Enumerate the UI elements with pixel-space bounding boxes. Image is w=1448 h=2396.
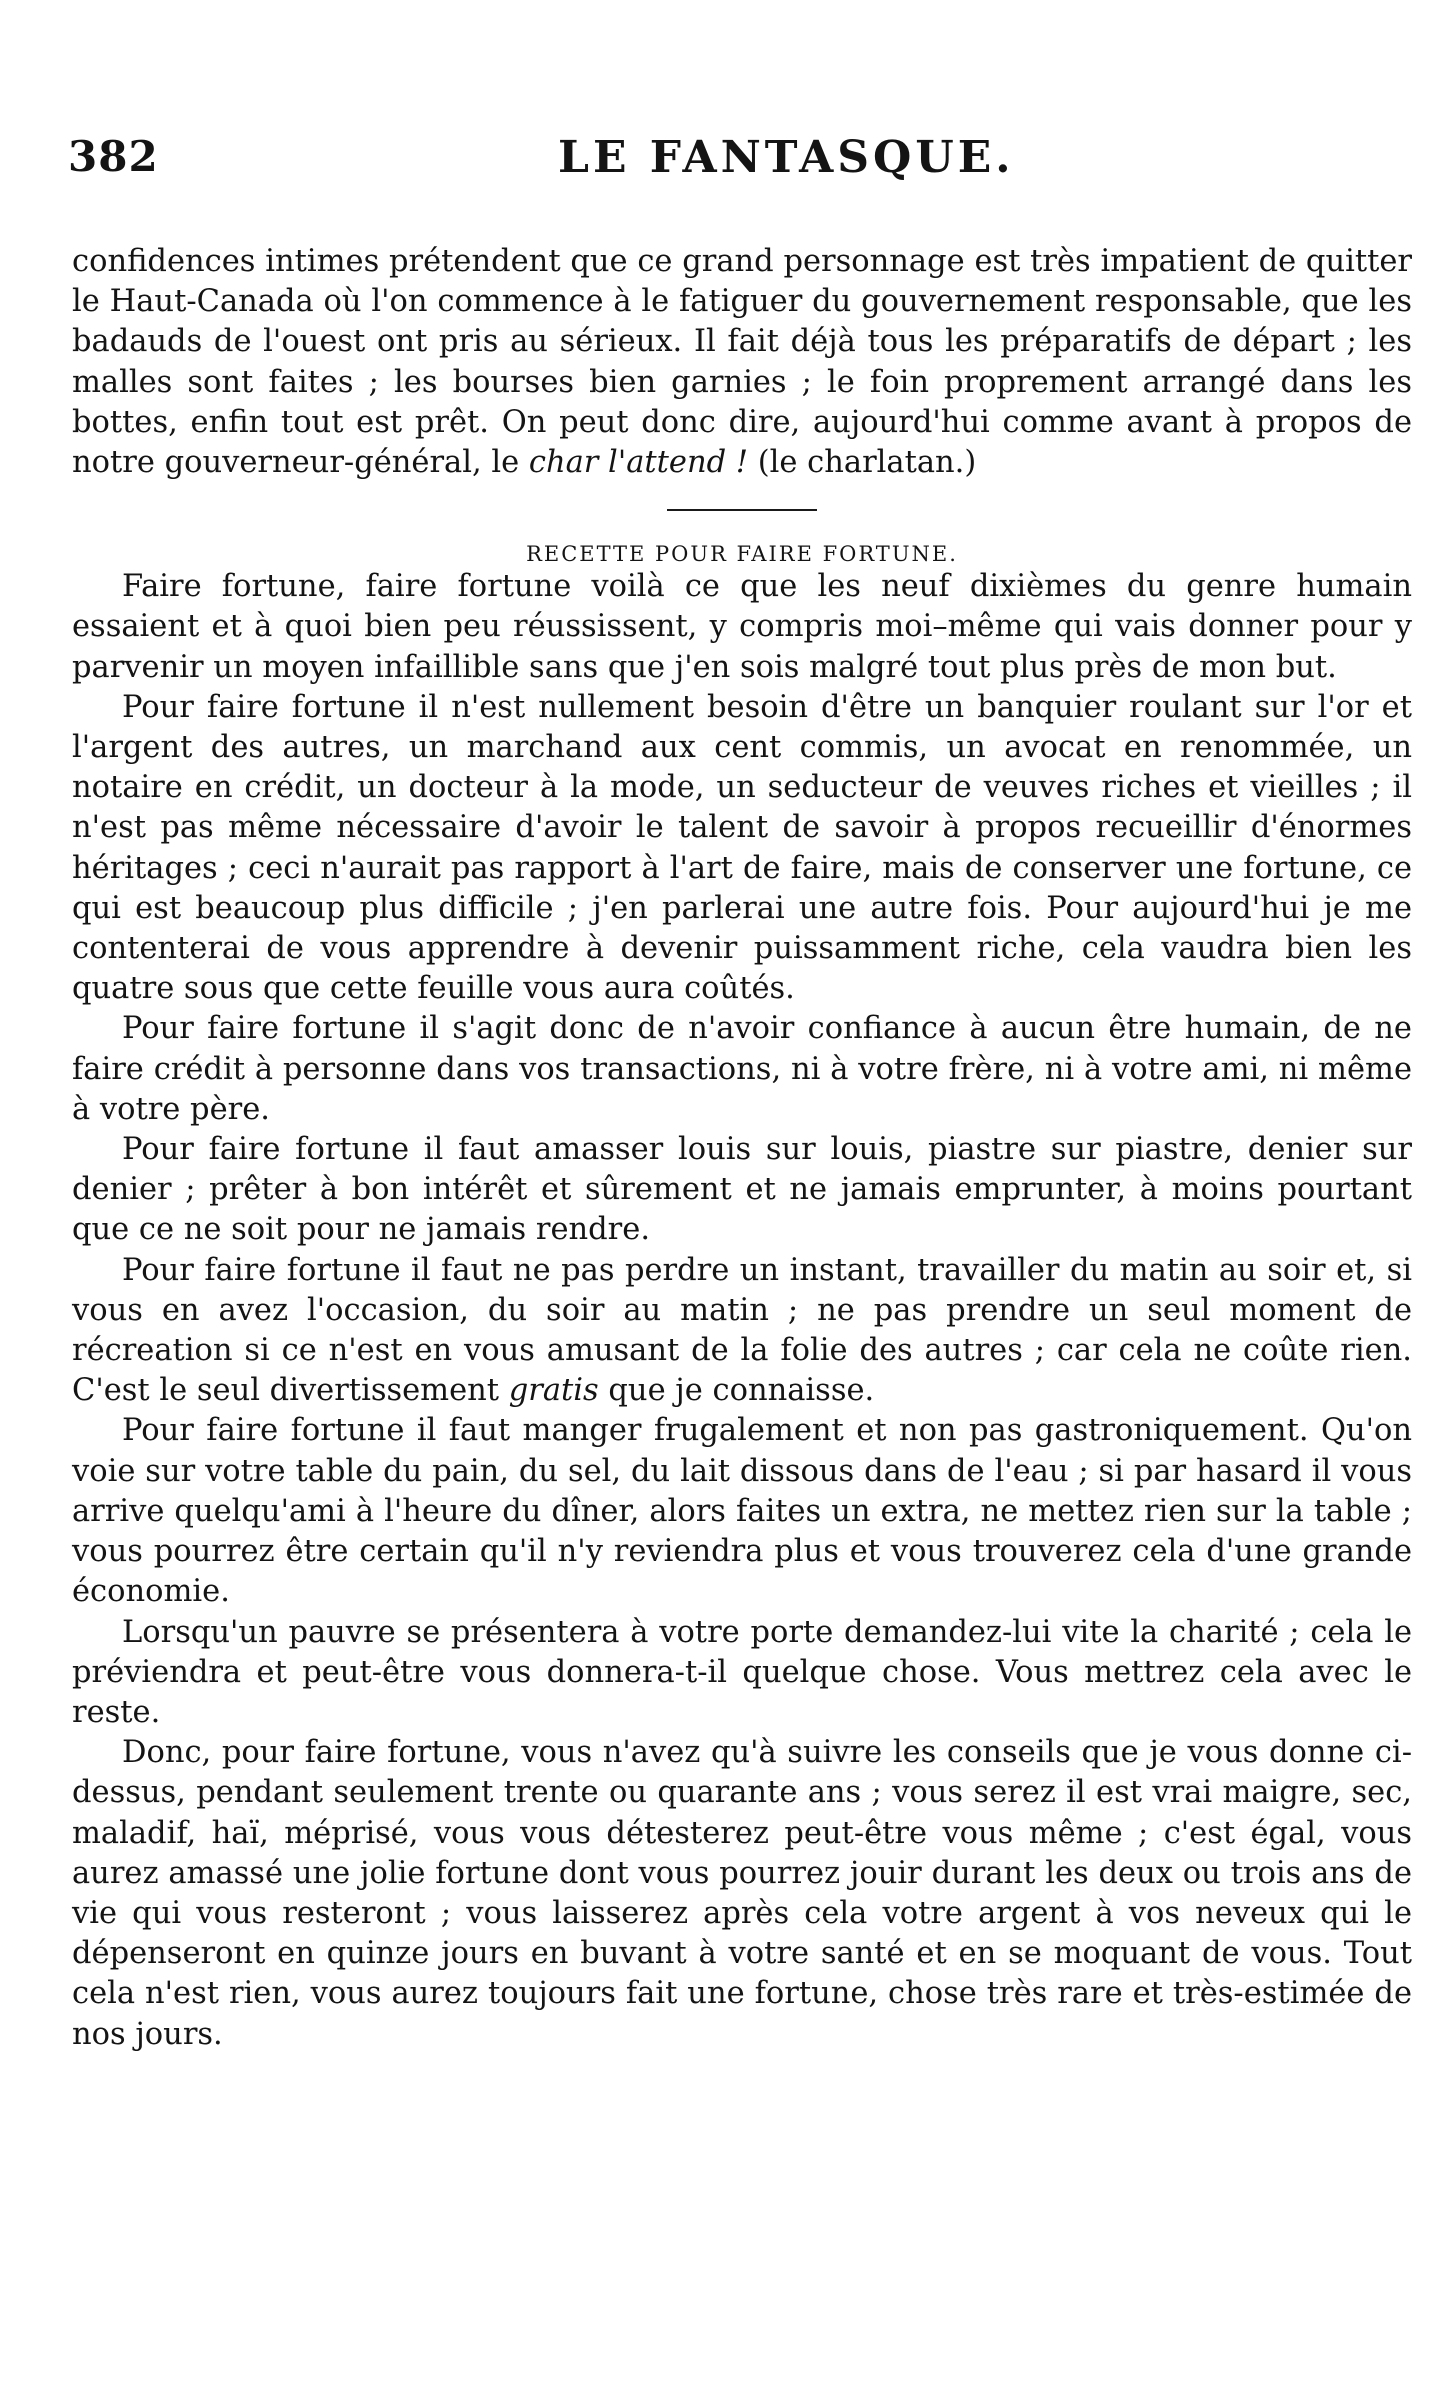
section-divider bbox=[667, 509, 817, 511]
opening-italic-phrase: char l'attend ! bbox=[528, 445, 749, 481]
paragraph: Lorsqu'un pauvre se présentera à votre porte demandez-lui vite la charité ; cela le préviendra et peut-être vous donnera-t-il quelque chose. Vous mettrez cela avec le reste. bbox=[72, 1614, 1412, 1730]
paragraph: Pour faire fortune il faut manger frugalement et non pas gastroniquement. Qu'on voie sur votre table du pain, du sel, du lait dissous dans de l'eau ; si par hasard il vous arrive quelqu'ami à l'heure du dîner, alors faites un extra, ne mettez rien sur la table ; vous pourrez être certain qu'il n'y reviendra plus et vous trouverez cela d'une grande économie. bbox=[72, 1413, 1412, 1610]
opening-paragraph bbox=[72, 242, 1412, 483]
paragraph: Pour faire fortune il faut amasser louis sur louis, piastre sur piastre, denier sur denier ; prêter à bon intérêt et sûrement et ne jamais emprunter, à moins pourtant que ce ne soit pour ne jamais rendre. bbox=[72, 1132, 1412, 1248]
paragraph-text: Pour faire fortune il faut ne pas perdre un instant, travailler du matin au soir et, si vous en avez l'occasion, du soir au matin ; ne pas prendre un seul moment de récreation si ce n'est en vous amusant de la folie des autres ; car cela ne coûte rien. C'est le seul divertissement bbox=[72, 1252, 1412, 1409]
paragraph: Donc, pour faire fortune, vous n'avez qu'à suivre les conseils que je vous donne ci-dessus, pendant seulement trente ou quarante ans ; vous serez il est vrai maigre, sec, maladif, haï, méprisé, vous vous détesterez peut-être vous même ; c'est égal, vous aurez amassé une jolie fortune dont vous pourrez jouir durant les deux ou trois ans de vie qui vous resteront ; vous laisserez après cela votre argent à vos neveux qui le dépenseront en quinze jours en buvant à votre santé et en se moquant de vous. Tout cela n'est rien, vous aurez toujours fait une fortune, chose très rare et très-estimée de nos jours. bbox=[72, 1735, 1412, 2052]
opening-text-end: (le charlatan.) bbox=[748, 445, 977, 481]
italic-word: gratis bbox=[508, 1373, 599, 1409]
paragraph-gratis bbox=[72, 1251, 1412, 1412]
article-body bbox=[72, 242, 1412, 2055]
running-title: LE FANTASQUE. bbox=[558, 132, 1015, 183]
paragraph: Pour faire fortune il s'agit donc de n'avoir confiance à aucun être humain, de ne faire crédit à personne dans vos transactions, ni à votre frère, ni à votre ami, ni même à votre père. bbox=[72, 1011, 1412, 1127]
section-heading: RECETTE POUR FAIRE FORTUNE. bbox=[526, 542, 958, 567]
page-number: 382 bbox=[68, 132, 159, 181]
paragraph-text-end: que je connaisse. bbox=[598, 1373, 875, 1409]
paragraph: Pour faire fortune il n'est nullement besoin d'être un banquier roulant sur l'or et l'argent des autres, un marchand aux cent commis, un avocat en renommée, un notaire en crédit, un docteur à la mode, un seducteur de veuves riches et vieilles ; il n'est pas même nécessaire d'avoir le talent de savoir à propos recueillir d'énormes héritages ; ceci n'aurait pas rapport à l'art de faire, mais de conserver une fortune, ce qui est beaucoup plus difficile ; j'en parlerai une autre fois. Pour aujourd'hui je me contenterai de vous apprendre à devenir puissamment riche, cela vaudra bien les quatre sous que cette feuille vous aura coûtés. bbox=[72, 689, 1412, 1007]
paragraph: Faire fortune, faire fortune voilà ce que les neuf dixièmes du genre humain essaient et à quoi bien peu réussissent, y compris moi–même qui vais donner pour y parvenir un moyen infaillible sans que j'en sois malgré tout plus près de mon but. bbox=[72, 569, 1412, 685]
page-header bbox=[68, 128, 1418, 198]
opening-text: confidences intimes prétendent que ce grand personnage est très impatient de quitter le Haut-Canada où l'on commence à le fatiguer du gouvernement responsable, que les badauds de l'ouest ont pris au sérieux. Il fait déjà tous les préparatifs de départ ; les malles sont faites ; les bourses bien garnies ; le foin proprement arrangé dans les bottes, enfin tout est prêt. On peut donc dire, aujourd'hui comme avant à propos de notre gouverneur-général, le bbox=[72, 244, 1412, 481]
